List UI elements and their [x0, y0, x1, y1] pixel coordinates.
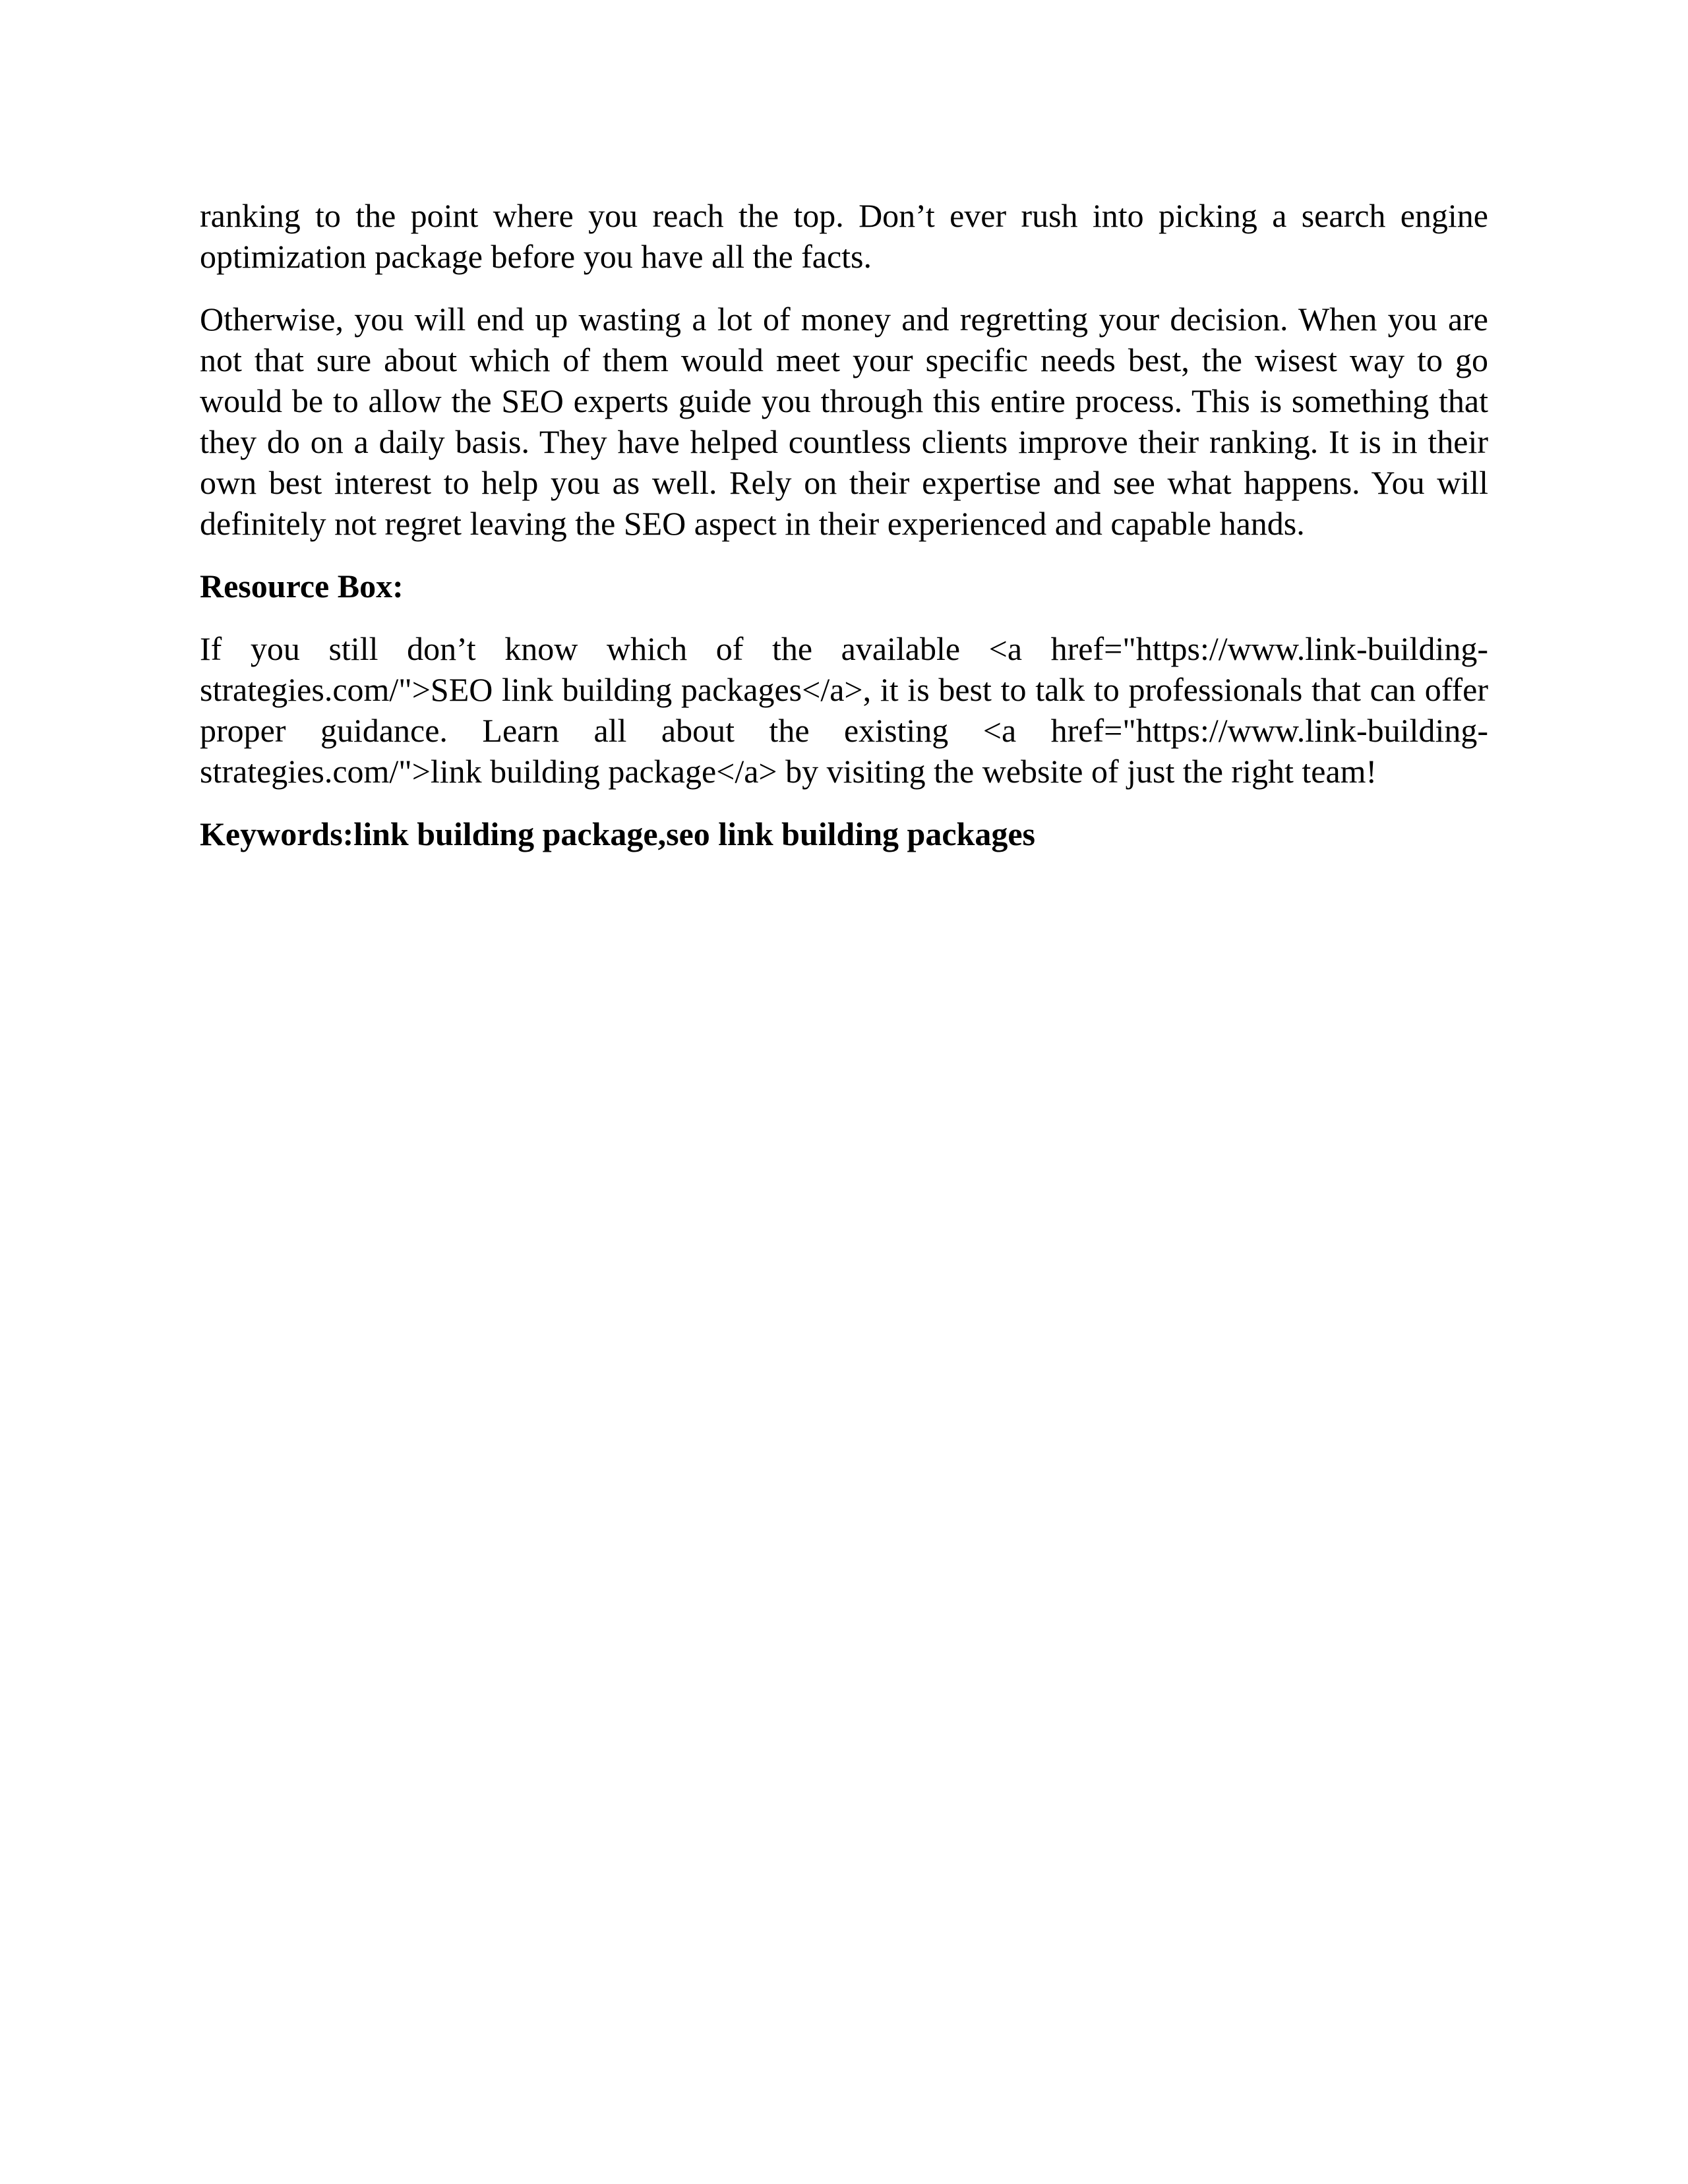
resource-box-heading: Resource Box:	[200, 568, 404, 605]
resource-box-text: If you still don’t know which of the available <a href="https://www.link-building-strategies.com/">SEO link building packages</a>, it is best to talk to professionals that can offer proper guidance. Learn all about the existing <a href="https://www.link-building-strategies.com/">link building package</a> by visiting the website of just the right team!	[200, 630, 1488, 790]
body-paragraph: Otherwise, you will end up wasting a lot of money and regretting your decision. When you are not that sure about which of them would meet your specific needs best, the wisest way to go would be to allow the SEO experts guide you through this entire process. This is something that they do on a daily basis. They have helped countless clients improve their ranking. It is in their own best interest to help you as well. Rely on their expertise and see what happens. You will definitely not regret leaving the SEO aspect in their experienced and capable hands.	[200, 301, 1488, 542]
body-paragraph-continued: ranking to the point where you reach the top. Don’t ever rush into picking a search engine optimization package before you have all the facts.	[200, 197, 1488, 275]
keywords-line: Keywords:link building package,seo link building packages	[200, 815, 1036, 852]
document-body	[200, 195, 1488, 876]
